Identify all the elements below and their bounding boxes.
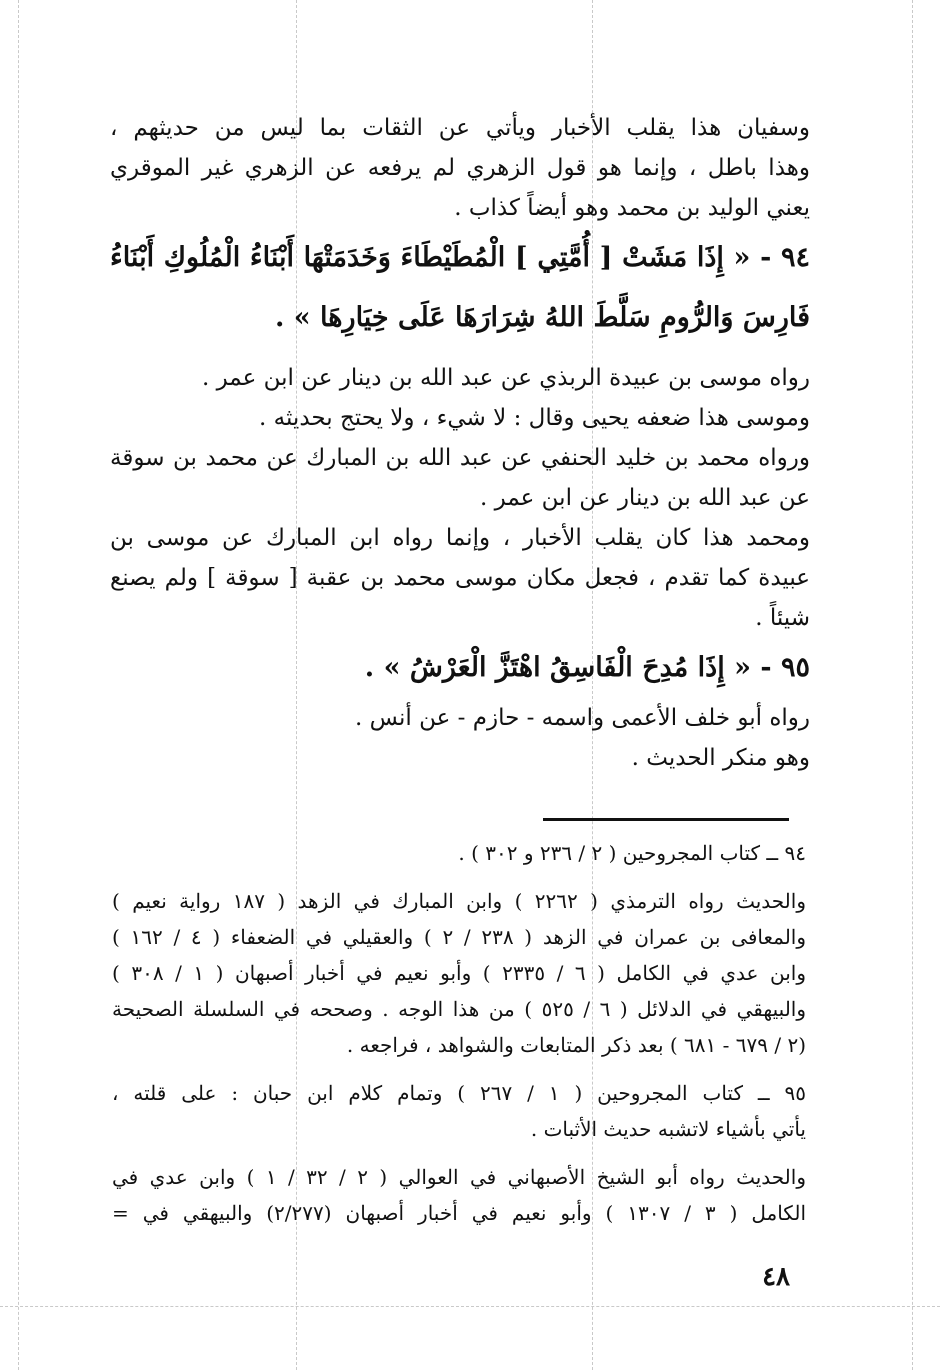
text-line: وهذا باطل ، وإنما هو قول الزهري لم يرفعه عن الزهري غير الموقري: [110, 155, 810, 181]
margin-guide: [912, 0, 913, 1370]
footnote-94-heading: ٩٤ ــ كتاب المجروحين ( ٢ / ٢٣٦ و ٣٠٢ ) .: [458, 841, 806, 865]
text-line: عبيدة كما تقدم ، فجعل مكان موسى محمد بن عقبة [ سوقة ] ولم يصنع: [110, 565, 810, 591]
text-line: يعني الوليد بن محمد وهو أيضاً كذاب .: [454, 195, 810, 221]
text-line: وسفيان هذا يقلب الأخبار ويأتي عن الثقات بما ليس من حديثهم ،: [110, 115, 810, 141]
text-line: عن عبد الله بن دينار عن ابن عمر .: [480, 485, 810, 511]
footnotes: [112, 835, 806, 1231]
footnote-95-heading: ٩٥ ــ كتاب المجروحين ( ١ / ٢٦٧ ) وتمام كلام ابن حبان : على قلته ،: [112, 1081, 807, 1105]
footnote-line: الكامل ( ٣ / ١٣٠٧ ) وأبو نعيم في أخبار أصبهان (٢/٢٧٧) والبيهقي في =: [112, 1201, 807, 1225]
text-line: رواه موسى بن عبيدة الربذي عن عبد الله بن دينار عن ابن عمر .: [201, 365, 810, 391]
footnote-separator: [543, 818, 789, 821]
text-line: ومحمد هذا كان يقلب الأخبار ، وإنما رواه ابن المبارك عن موسى بن: [110, 525, 810, 551]
hadith-95-line: ٩٥ - « إِذَا مُدِحَ الْفَاسِقُ اهْتَزَّ الْعَرْشُ » .: [364, 652, 810, 683]
hadith-94-line: فَارِسَ وَالرُّومِ سَلَّطَ اللهُ شِرَارَهَا عَلَى خِيَارِهَا » .: [274, 302, 810, 333]
text-line: وهو منكر الحديث .: [631, 745, 810, 771]
text-line: وموسى هذا ضعفه يحيى وقال : لا شيء ، ولا يحتج بحديثه .: [259, 405, 810, 431]
footnote-line: والمعافى بن عمران في الزهد ( ٢٣٨ / ٢ ) والعقيلي في الضعفاء ( ٤ / ١٦٢ ): [112, 925, 807, 949]
margin-guide: [0, 1306, 940, 1307]
footnote-line: يأتي بأشياء لاتشبه حديث الأثبات .: [530, 1117, 806, 1141]
text-line: رواه أبو خلف الأعمى واسمه - حازم - عن أنس .: [355, 705, 810, 731]
margin-guide: [18, 0, 19, 1370]
page-number: ٤٨: [762, 1262, 790, 1292]
footnote-line: والحديث رواه الترمذي ( ٢٢٦٢ ) وابن المبارك في الزهد ( ١٨٧ رواية نعيم ): [112, 889, 806, 913]
footnote-line: (٢ / ٦٧٩ - ٦٨١ ) بعد ذكر المتابعات والشواهد ، فراجعه .: [346, 1033, 806, 1057]
footnote-line: والبيهقي في الدلائل ( ٦ / ٥٢٥ ) من هذا الوجه . وصححه في السلسلة الصحيحة: [112, 997, 807, 1021]
text-line: ورواه محمد بن خليد الحنفي عن عبد الله بن المبارك عن محمد بن سوقة: [110, 445, 810, 471]
text-line: شيئاً .: [755, 605, 810, 631]
footnote-line: والحديث رواه أبو الشيخ الأصبهاني في العوالي ( ٢ / ٣٢ / ١ ) وابن عدي في: [112, 1165, 806, 1189]
hadith-94-line: ٩٤ - « إِذَا مَشَتْ [ أُمَّتِي ] الْمُطَيْطَاءَ وَخَدَمَتْهَا أَبْنَاءُ الْمُلُوكِ أَبْنَاءُ: [110, 242, 810, 273]
footnote-line: وابن عدي في الكامل ( ٦ / ٢٣٣٥ ) وأبو نعيم في أخبار أصبهان ( ١ / ٣٠٨ ): [112, 961, 807, 985]
main-text: [110, 108, 810, 778]
